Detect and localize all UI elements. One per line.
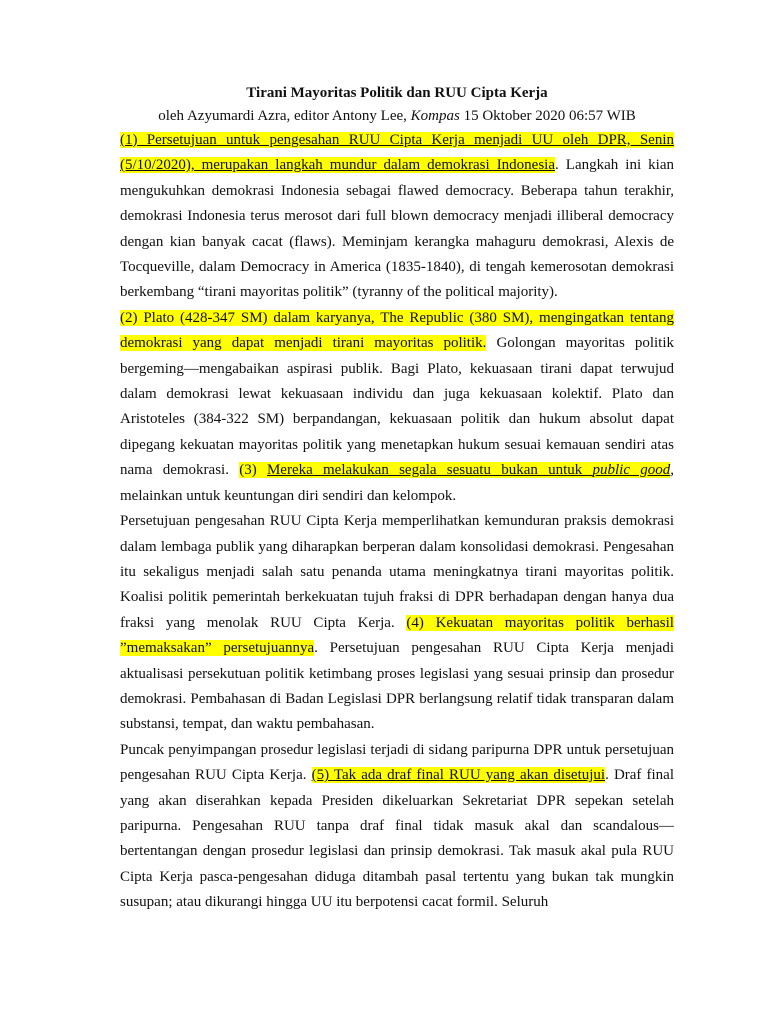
highlight-3: Mereka melakukan segala sesuatu bukan untuk (266, 462, 593, 479)
highlight-5: (5) Tak ada draf final RUU yang akan disetujui (311, 767, 606, 784)
paragraph-2 (120, 306, 674, 509)
byline-publication: Kompas (410, 108, 460, 124)
paragraph-2-text: Golongan mayoritas politik bergeming—mengabaikan aspirasi publik. Bagi Plato, kekuasaan tirani dapat terwujud dalam demokrasi lewat kekuasaan individu dan juga kekuasaan kolektif. Plato dan Aristoteles (384-322 SM) berpandangan, kekuasaan politik dan hukum absolut dapat dipegang kekuatan mayoritas politik yang menetapkan hukum sesuai kemauan sendiri atas nama demokrasi. (120, 335, 674, 479)
paragraph-3 (120, 509, 674, 738)
paragraph-1-text: . Langkah ini kian mengukuhkan demokrasi Indonesia sebagai flawed democracy. Beberapa tahun terakhir, demokrasi Indonesia terus merosot dari full blown democracy menjadi illiberal democracy dengan kian banyak cacat (flaws). Meminjam kerangka mahaguru demokrasi, Alexis de Tocqueville, dalam Democracy in America (1835-1840), di tengah kemerosotan demokrasi berkembang “tirani mayoritas politik” (tyranny of the political majority). (120, 157, 675, 301)
paragraph-2-end: , melainkan untuk keuntungan diri sendiri dan kelompok. (120, 462, 675, 504)
highlight-2: (2) Plato (428-347 SM) dalam karyanya, The Republic (380 SM), mengingatkan tentang demokrasi yang dapat menjadi tirani mayoritas politik. (120, 309, 674, 352)
document-page (120, 82, 674, 916)
paragraph-3-text: Persetujuan pengesahan RUU Cipta Kerja memperlihatkan kemunduran praksis demokrasi dalam lembaga publik yang diharapkan berperan dalam konsolidasi demokrasi. Pengesahan itu sekaligus menjadi salah satu penanda utama meningkatnya tirani mayoritas politik. Koalisi politik pemerintah berkekuatan tujuh fraksi di DPR berhadapan dengan hanya dua fraksi yang menolak RUU Cipta Kerja. (120, 513, 674, 631)
document-title: Tirani Mayoritas Politik dan RUU Cipta Kerja (246, 85, 548, 101)
byline-author: oleh Azyumardi Azra, editor Antony Lee, (158, 108, 411, 124)
paragraph-4-end: . Draf final yang akan diserahkan kepada Presiden dikeluarkan Sekretariat DPR sepekan setelah paripurna. Pengesahan RUU tanpa draf final tidak masuk akal dan scandalous—bertentangan dengan prosedur legislasi dan prinsip demokrasi. Tak masuk akal pula RUU Cipta Kerja pasca-pengesahan diduga ditambah pasal tertentu yang bukan tak mungkin susupan; atau dikurangi hingga UU itu berpotensi cacat formil. Seluruh (120, 767, 674, 911)
paragraph-1 (120, 128, 674, 306)
highlight-3-italic: public good (592, 462, 671, 479)
paragraph-4 (120, 738, 674, 916)
byline-date: 15 Oktober 2020 06:57 WIB (459, 108, 636, 124)
document-byline (120, 104, 674, 128)
highlight-1: (1) Persetujuan untuk pengesahan RUU Cipta Kerja menjadi UU oleh DPR, Senin (5/10/2020), merupakan langkah mundur dalam demokrasi Indonesia (120, 132, 674, 174)
paragraph-4-text: Puncak penyimpangan prosedur legislasi terjadi di sidang paripurna DPR untuk persetujuan pengesahan RUU Cipta Kerja. (120, 741, 674, 784)
highlight-4: (4) Kekuatan mayoritas politik berhasil ”memaksakan” persetujuannya (120, 614, 674, 657)
paragraph-3-end: . Persetujuan pengesahan RUU Cipta Kerja menjadi aktualisasi persekutuan politik ketimbang proses legislasi yang sesuai prinsip dan prosedur demokrasi. Pembahasan di Badan Legislasi DPR berlangsung relatif tidak transparan dalam substansi, tempat, dan waktu pembahasan. (120, 640, 675, 733)
highlight-3-number: (3) (239, 462, 267, 479)
